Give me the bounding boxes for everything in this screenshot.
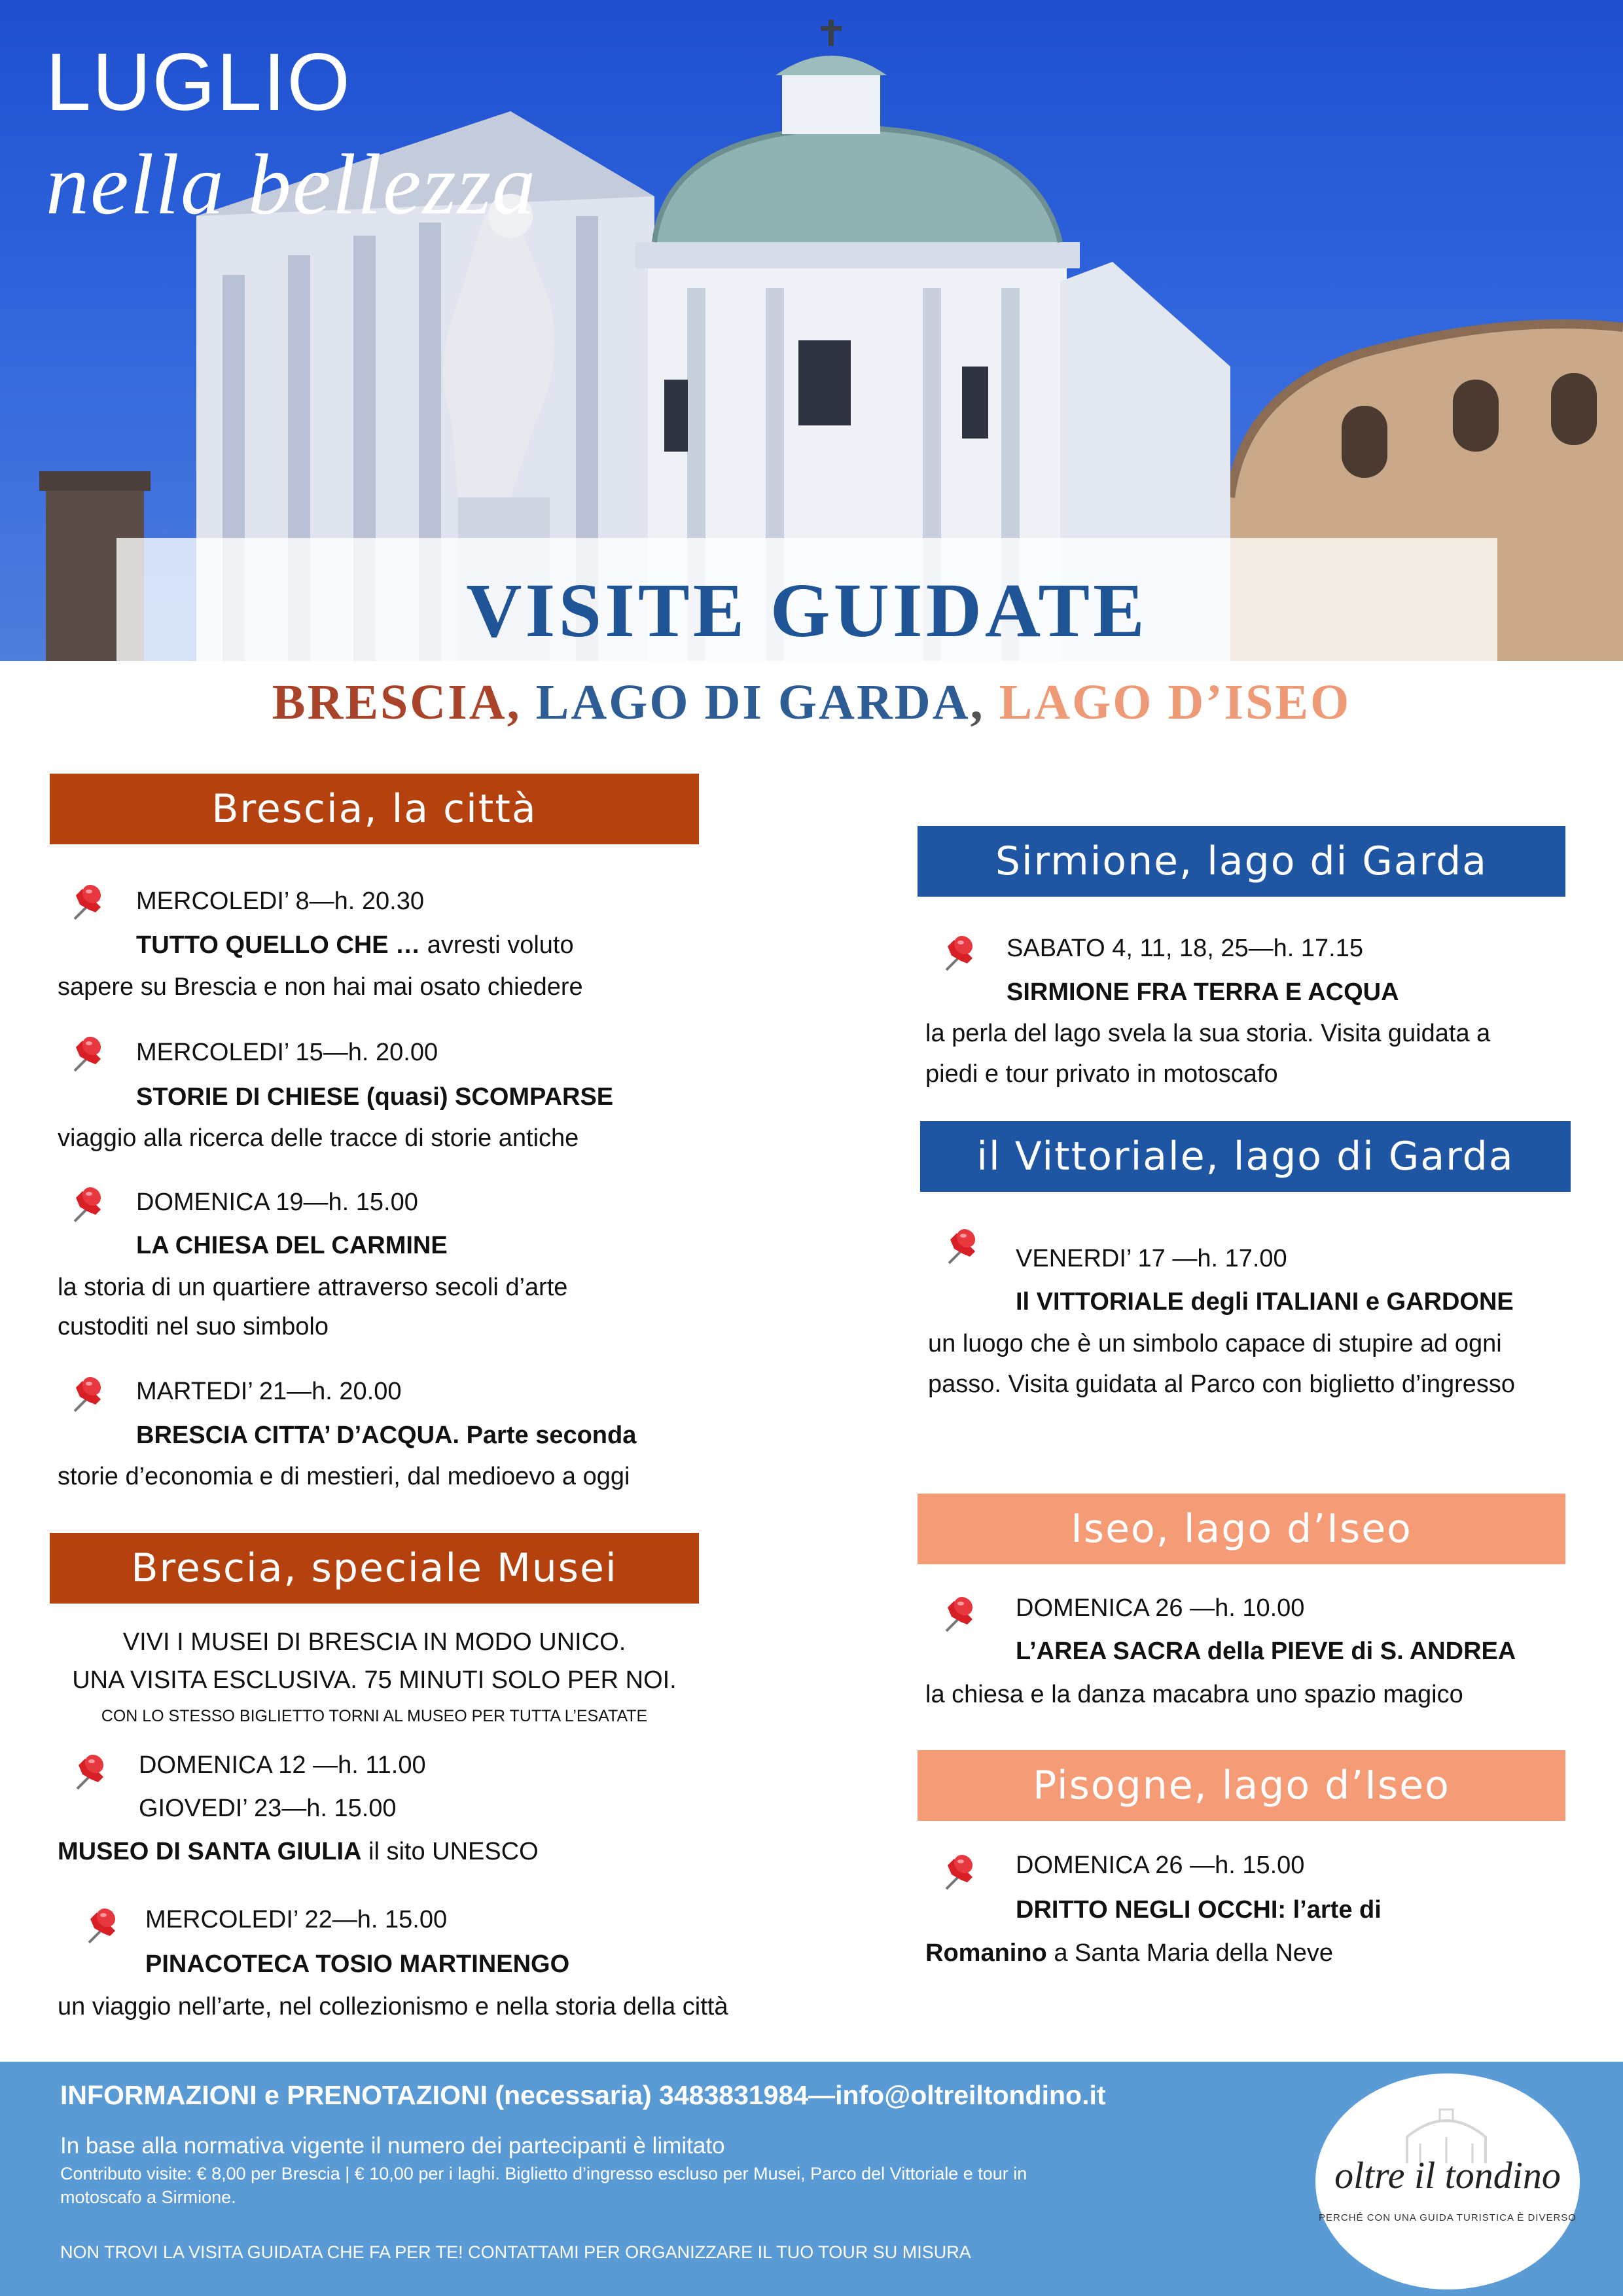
event-title-rest: a Santa Maria della Neve <box>1046 1939 1334 1967</box>
event-date: DOMENICA 12 —h. 11.00 <box>139 1751 426 1779</box>
footer-limit: In base alla normativa vigente il numero dei partecipanti è limitato <box>60 2133 725 2159</box>
section-header-brescia-citta: Brescia, la città <box>50 774 699 844</box>
event-description: passo. Visita guidata al Parco con biglietto d’ingresso <box>928 1371 1516 1398</box>
region-iseo: LAGO D’ISEO <box>999 675 1351 730</box>
event-title: BRESCIA CITTA’ D’ACQUA. Parte seconda <box>136 1422 637 1449</box>
event-date: GIOVEDI’ 23—h. 15.00 <box>139 1795 397 1822</box>
event-title-rest: il sito UNESCO <box>361 1838 539 1865</box>
section-header-brescia-musei: Brescia, speciale Musei <box>50 1533 699 1604</box>
event-date: SABATO 4, 11, 18, 25—h. 17.15 <box>1007 935 1364 962</box>
region-brescia: BRESCIA, <box>272 675 522 730</box>
pushpin-icon <box>937 1224 983 1275</box>
event-title: PINACOTECA TOSIO MARTINENGO <box>145 1950 570 1978</box>
region-garda: LAGO DI GARDA <box>535 675 971 730</box>
event-date: DOMENICA 26 —h. 15.00 <box>1016 1852 1305 1879</box>
hero-month: LUGLIO <box>46 37 351 128</box>
event-description: custoditi nel suo simbolo <box>58 1313 329 1340</box>
pushpin-icon <box>935 1850 980 1901</box>
event-description: un viaggio nell’arte, nel collezionismo e nella storia della città <box>58 1993 728 2020</box>
event-description: sapere su Brescia e non hai mai osato chiedere <box>58 973 583 1001</box>
pushpin-icon <box>63 1182 109 1233</box>
event-title: STORIE DI CHIESE (quasi) SCOMPARSE <box>136 1083 614 1111</box>
event-title-rest: avresti voluto <box>420 931 574 959</box>
event-title: L’AREA SACRA della PIEVE di S. ANDREA <box>1016 1638 1516 1665</box>
footer-custom-tour: NON TROVI LA VISITA GUIDATA CHE FA PER TE! CONTATTAMI PER ORGANIZZARE IL TUO TOUR SU MISURA <box>60 2242 971 2262</box>
event-description: la chiesa e la danza macabra uno spazio magico <box>925 1681 1463 1708</box>
pushpin-icon <box>935 931 980 982</box>
event-description: la storia di un quartiere attraverso secoli d’arte <box>58 1274 568 1301</box>
footer-contacts: INFORMAZIONI e PRENOTAZIONI (necessaria) 3483831984—info@oltreiltondino.it <box>60 2080 1106 2110</box>
section-header-pisogne: Pisogne, lago d’Iseo <box>918 1750 1565 1821</box>
event-title: LA CHIESA DEL CARMINE <box>136 1232 448 1259</box>
event-title: TUTTO QUELLO CHE … <box>136 931 421 959</box>
hero-tagline: nella bellezza <box>46 136 537 232</box>
regions-subtitle <box>0 674 1623 731</box>
pushpin-icon <box>65 1749 111 1801</box>
pushpin-icon <box>935 1592 980 1643</box>
event-title: Romanino <box>925 1939 1047 1967</box>
event-title: MUSEO DI SANTA GIULIA <box>58 1838 362 1865</box>
event-title-line <box>136 931 574 960</box>
section-header-sirmione: Sirmione, lago di Garda <box>918 826 1565 897</box>
page-title: VISITE GUIDATE <box>466 567 1148 653</box>
pushpin-icon <box>63 1372 109 1423</box>
pushpin-icon <box>63 880 109 931</box>
event-description: viaggio alla ricerca delle tracce di storie antiche <box>58 1124 579 1152</box>
footer-fees: Contributo visite: € 8,00 per Brescia | € 10,00 per i laghi. Biglietto d’ingresso escluso per Musei, Parco del Vittoriale e tour in <box>60 2164 1027 2183</box>
section-header-iseo: Iseo, lago d’Iseo <box>918 1494 1565 1564</box>
event-title: DRITTO NEGLI OCCHI: l’arte di <box>1016 1896 1382 1924</box>
event-title-line <box>925 1939 1333 1967</box>
musei-intro-line: UNA VISITA ESCLUSIVA. 75 MINUTI SOLO PER NOI. <box>72 1666 677 1694</box>
event-description: storie d’economia e di mestieri, dal medioevo a oggi <box>58 1463 630 1490</box>
event-description: la perla del lago svela la sua storia. Visita guidata a <box>925 1020 1491 1047</box>
event-description: un luogo che è un simbolo capace di stupire ad ogni <box>928 1330 1502 1357</box>
pushpin-icon <box>77 1903 123 1954</box>
section-header-vittoriale: il Vittoriale, lago di Garda <box>920 1121 1571 1192</box>
event-date: MERCOLEDI’ 15—h. 20.00 <box>136 1039 438 1066</box>
event-title: SIRMIONE FRA TERRA E ACQUA <box>1007 978 1399 1006</box>
event-description: piedi e tour privato in motoscafo <box>925 1060 1278 1088</box>
event-date: VENERDI’ 17 —h. 17.00 <box>1016 1245 1287 1272</box>
musei-intro-line: VIVI I MUSEI DI BRESCIA IN MODO UNICO. <box>122 1628 626 1656</box>
event-date: MERCOLEDI’ 8—h. 20.30 <box>136 888 424 915</box>
event-date: DOMENICA 19—h. 15.00 <box>136 1189 418 1216</box>
logo-name: oltre il tondino <box>1334 2154 1561 2197</box>
region-separator: , <box>970 675 985 730</box>
event-title-line <box>58 1838 539 1866</box>
event-date: DOMENICA 26 —h. 10.00 <box>1016 1594 1305 1622</box>
event-date: MERCOLEDI’ 22—h. 15.00 <box>145 1906 448 1933</box>
musei-intro-note: CON LO STESSO BIGLIETTO TORNI AL MUSEO PER TUTTA L’ESATATE <box>101 1707 648 1725</box>
footer-fees: motoscafo a Sirmione. <box>60 2187 236 2207</box>
event-title: Il VITTORIALE degli ITALIANI e GARDONE <box>1016 1288 1514 1316</box>
event-date: MARTEDI’ 21—h. 20.00 <box>136 1378 402 1405</box>
pushpin-icon <box>63 1031 109 1083</box>
logo-tagline: PERCHÉ CON UNA GUIDA TURISTICA È DIVERSO <box>1319 2212 1577 2223</box>
